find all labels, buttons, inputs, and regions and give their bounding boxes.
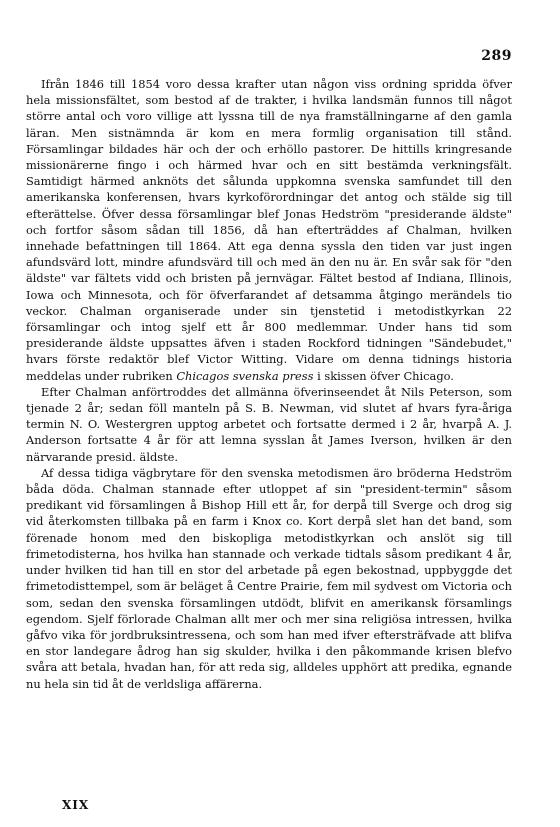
paragraph-2 bbox=[26, 384, 512, 465]
paragraph-2-text: Efter Chalman anförtroddes det allmänna öfverinseendet åt Nils Peterson, som tjenade 2 år; sedan föll manteln på S. B. Newman, vid slutet af hvars fyra-åriga termin N. O. Westergren upptog arbetet och fortsatte dermed i 2 år, hvarpå A. J. Anderson fortsatte 4 år för att lemna sysslan åt James Iverson, hvilken är den närvarande presid. äldste. bbox=[26, 384, 512, 464]
paragraph-3 bbox=[26, 465, 512, 692]
body-text bbox=[26, 76, 512, 692]
paragraph-1-text-b: i skissen öfver Chicago. bbox=[313, 368, 454, 383]
paragraph-3-text: Af dessa tidiga vägbrytare för den svenska metodismen äro bröderna Hedström båda döda. Chalman stannade efter utloppet af sin "president-termin" såsom predikant vid församlingen å Bishop Hill ett år, for derpå till Sverge och drog sig vid återkomsten tillbaka på en farm i Knox co. Kort derpå slet han det band, som förenade honom med den biskopliga metodistkyrkan och anslöt sig till frimetodisterna, hos hvilka han stannade och verkade tidtals såsom predikant 4 år, under hvilken tid han till en stor del arbetade på egen bekostnad, uppbyggde det frimetodisttempel, som är beläget å Centre Prairie, fem mil sydvest om Victoria och som, sedan den svenska församlingen utdödt, blifvit en amerikansk församlings egendom. Sjelf förlorade Chalman allt mer och mer sina religiösa intressen, hvilka gåfvo vika för jordbruksintressena, och som han med ifver eftersträfvade att blifva en stor landegare ådrog han sig skulder, hvilka i den påkommande krisen blefvo svåra att betala, hvadan han, för att reda sig, alldeles upphört att predika, egnande nu hela sin tid åt de verldsliga affärerna. bbox=[26, 465, 512, 691]
printer-signature: XIX bbox=[62, 798, 90, 812]
paragraph-1-text-a: Ifrån 1846 till 1854 voro dessa krafter utan någon viss ordning spridda öfver hela missionsfältet, som bestod af de trakter, i hvilka landsmän funnos till något större antal och voro villige att lyssna till de nya framställningarne af den gamla läran. Men sistnämnda är kom en mera formlig organisation till stånd. Församlingar bildades här och der och erhöllo pastorer. De hittills kringresande missionärerne fingo i och härmed hvar och en sitt bestämda verkningsfält. Samtidigt härmed anknöts det sålunda uppkomna svenska samfundet till den amerikanska konferensen, hvars kyrkoförordningar det antog och stälde sig till efterättelse. Öfver dessa församlingar blef Jonas Hedström "presiderande äldste" och fortfor såsom sådan till 1856, då han efterträddes af Chalman, hvilken innehade befattningen till 1864. Att ega denna syssla den tiden var just ingen afundsvärd lott, mindre afundsvärd till och med än den nu är. En svår sak för "den äldste" var fältets vidd och bristen på jernvägar. Fältet bestod af Indiana, Illinois, Iowa och Minnesota, och för öfverfarandet af detsamma åtgingo merändels tio veckor. Chalman organiserade under sin tjenstetid i metodistkyrkan 22 församlingar och intog sjelf ett år 800 medlemmar. Under hans tid som presiderande äldste uppsattes äfven i staden Rockford tidningen "Sändebudet," hvars förste redaktör blef Victor Witting. Vidare om denna tidnings historia meddelas under rubriken bbox=[26, 77, 512, 383]
paragraph-1-italic-title: Chicagos svenska press bbox=[176, 368, 314, 383]
page-number: 289 bbox=[481, 48, 512, 64]
paragraph-1 bbox=[26, 76, 512, 384]
